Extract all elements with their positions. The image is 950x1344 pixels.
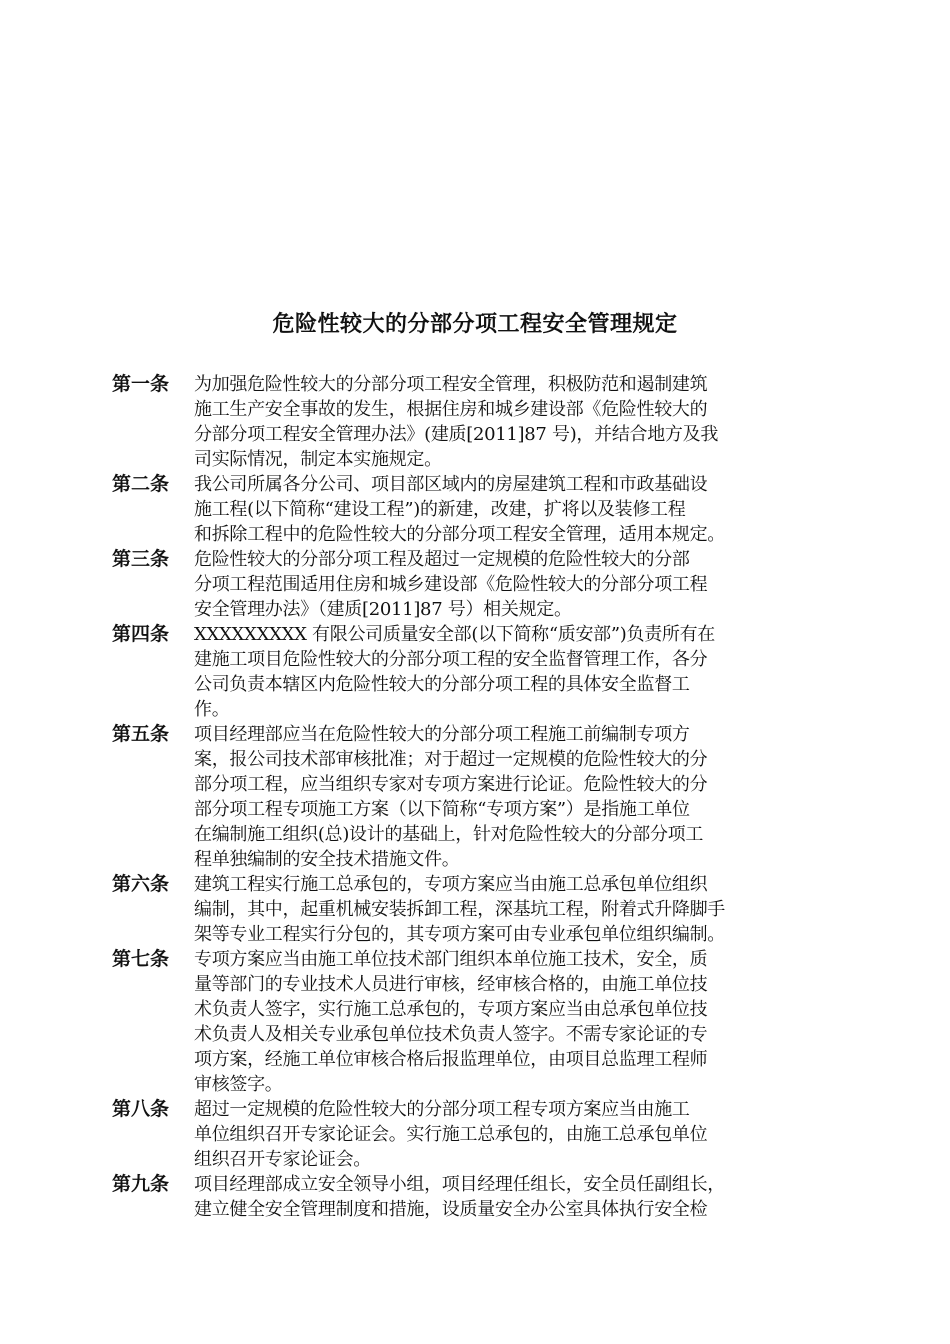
article-body bbox=[194, 547, 840, 622]
article-number: 第七条 bbox=[112, 948, 170, 970]
article-number: 第三条 bbox=[112, 548, 170, 570]
article-text-line: 案，报公司技术部审核批准；对于超过一定规模的危险性较大的分 bbox=[194, 749, 708, 770]
article-list bbox=[112, 372, 842, 1222]
article-text-line: 在编制施工组织(总)设计的基础上，针对危险性较大的分部分项工 bbox=[194, 824, 704, 845]
article-text-line: 编制，其中，起重机械安装拆卸工程，深基坑工程，附着式升降脚手 bbox=[194, 899, 725, 920]
article bbox=[112, 1172, 842, 1222]
article bbox=[112, 372, 842, 472]
article-text-line: 建施工项目危险性较大的分部分项工程的安全监督管理工作，各分 bbox=[194, 649, 708, 670]
article-text-line: 单位组织召开专家论证会。实行施工总承包的，由施工总承包单位 bbox=[194, 1124, 708, 1145]
article-number: 第八条 bbox=[112, 1098, 170, 1120]
article-number: 第五条 bbox=[112, 723, 170, 745]
article bbox=[112, 722, 842, 872]
article-text-line: 公司负责本辖区内危险性较大的分部分项工程的具体安全监督工 bbox=[194, 674, 690, 695]
article-text-line: 项方案，经施工单位审核合格后报监理单位，由项目总监理工程师 bbox=[194, 1049, 708, 1070]
article-text-line: 量等部门的专业技术人员进行审核，经审核合格的，由施工单位技 bbox=[194, 974, 708, 995]
article-text-line: 部分项工程专项施工方案（以下简称“专项方案”）是指施工单位 bbox=[194, 799, 690, 820]
article-text-line: 施工程(以下简称“建设工程”)的新建，改建，扩将以及装修工程 bbox=[194, 499, 686, 520]
article-text-line: 项目经理部应当在危险性较大的分部分项工程施工前编制专项方 bbox=[194, 724, 690, 745]
article-text-line: 程单独编制的安全技术措施文件。 bbox=[194, 849, 460, 870]
article-text-line: 分部分项工程安全管理办法》(建质[2011]87 号)，并结合地方及我 bbox=[194, 424, 719, 445]
article-body bbox=[194, 1172, 840, 1222]
article-text-line: 组织召开专家论证会。 bbox=[194, 1149, 371, 1170]
article-text-line: 和拆除工程中的危险性较大的分部分项工程安全管理，适用本规定。 bbox=[194, 524, 725, 545]
article-text-line: 超过一定规模的危险性较大的分部分项工程专项方案应当由施工 bbox=[194, 1099, 690, 1120]
article bbox=[112, 472, 842, 547]
article bbox=[112, 622, 842, 722]
article-text-line: 审核签字。 bbox=[194, 1074, 283, 1095]
article-text-line: 项目经理部成立安全领导小组，项目经理任组长，安全员任副组长， bbox=[194, 1174, 725, 1195]
article-text-line: 专项方案应当由施工单位技术部门组织本单位施工技术，安全，质 bbox=[194, 949, 708, 970]
article-body bbox=[194, 872, 840, 947]
article-text-line: 建筑工程实行施工总承包的，专项方案应当由施工总承包单位组织 bbox=[194, 874, 708, 895]
article-body bbox=[194, 722, 840, 872]
article-body bbox=[194, 947, 840, 1097]
article bbox=[112, 1097, 842, 1172]
article-number: 第一条 bbox=[112, 373, 170, 395]
article-body bbox=[194, 372, 840, 472]
article-number: 第二条 bbox=[112, 473, 170, 495]
article bbox=[112, 872, 842, 947]
article-text-line: 我公司所属各分公司、项目部区域内的房屋建筑工程和市政基础设 bbox=[194, 474, 708, 495]
article-text-line: XXXXXXXXX 有限公司质量安全部(以下简称“质安部”)负责所有在 bbox=[194, 624, 715, 645]
article-text-line: 司实际情况，制定本实施规定。 bbox=[194, 449, 442, 470]
article-text-line: 施工生产安全事故的发生，根据住房和城乡建设部《危险性较大的 bbox=[194, 399, 708, 420]
article-text-line: 建立健全安全管理制度和措施，设质量安全办公室具体执行安全检 bbox=[194, 1199, 708, 1220]
document-title: 危险性较大的分部分项工程安全管理规定 bbox=[272, 312, 678, 337]
article-text-line: 为加强危险性较大的分部分项工程安全管理，积极防范和遏制建筑 bbox=[194, 374, 708, 395]
article-body bbox=[194, 1097, 840, 1172]
article-body bbox=[194, 622, 840, 722]
article-body bbox=[194, 472, 840, 547]
article-text-line: 术负责人签字，实行施工总承包的，专项方案应当由总承包单位技 bbox=[194, 999, 708, 1020]
article-text-line: 分项工程范围适用住房和城乡建设部《危险性较大的分部分项工程 bbox=[194, 574, 708, 595]
article bbox=[112, 947, 842, 1097]
article-text-line: 架等专业工程实行分包的，其专项方案可由专业承包单位组织编制。 bbox=[194, 924, 725, 945]
article-number: 第六条 bbox=[112, 873, 170, 895]
article-text-line: 安全管理办法》（建质[2011]87 号）相关规定。 bbox=[194, 599, 572, 620]
article bbox=[112, 547, 842, 622]
article-text-line: 危险性较大的分部分项工程及超过一定规模的危险性较大的分部 bbox=[194, 549, 690, 570]
article-number: 第四条 bbox=[112, 623, 170, 645]
article-text-line: 作。 bbox=[194, 699, 230, 720]
article-number: 第九条 bbox=[112, 1173, 170, 1195]
article-text-line: 部分项工程，应当组织专家对专项方案进行论证。危险性较大的分 bbox=[194, 774, 708, 795]
article-text-line: 术负责人及相关专业承包单位技术负责人签字。不需专家论证的专 bbox=[194, 1024, 708, 1045]
